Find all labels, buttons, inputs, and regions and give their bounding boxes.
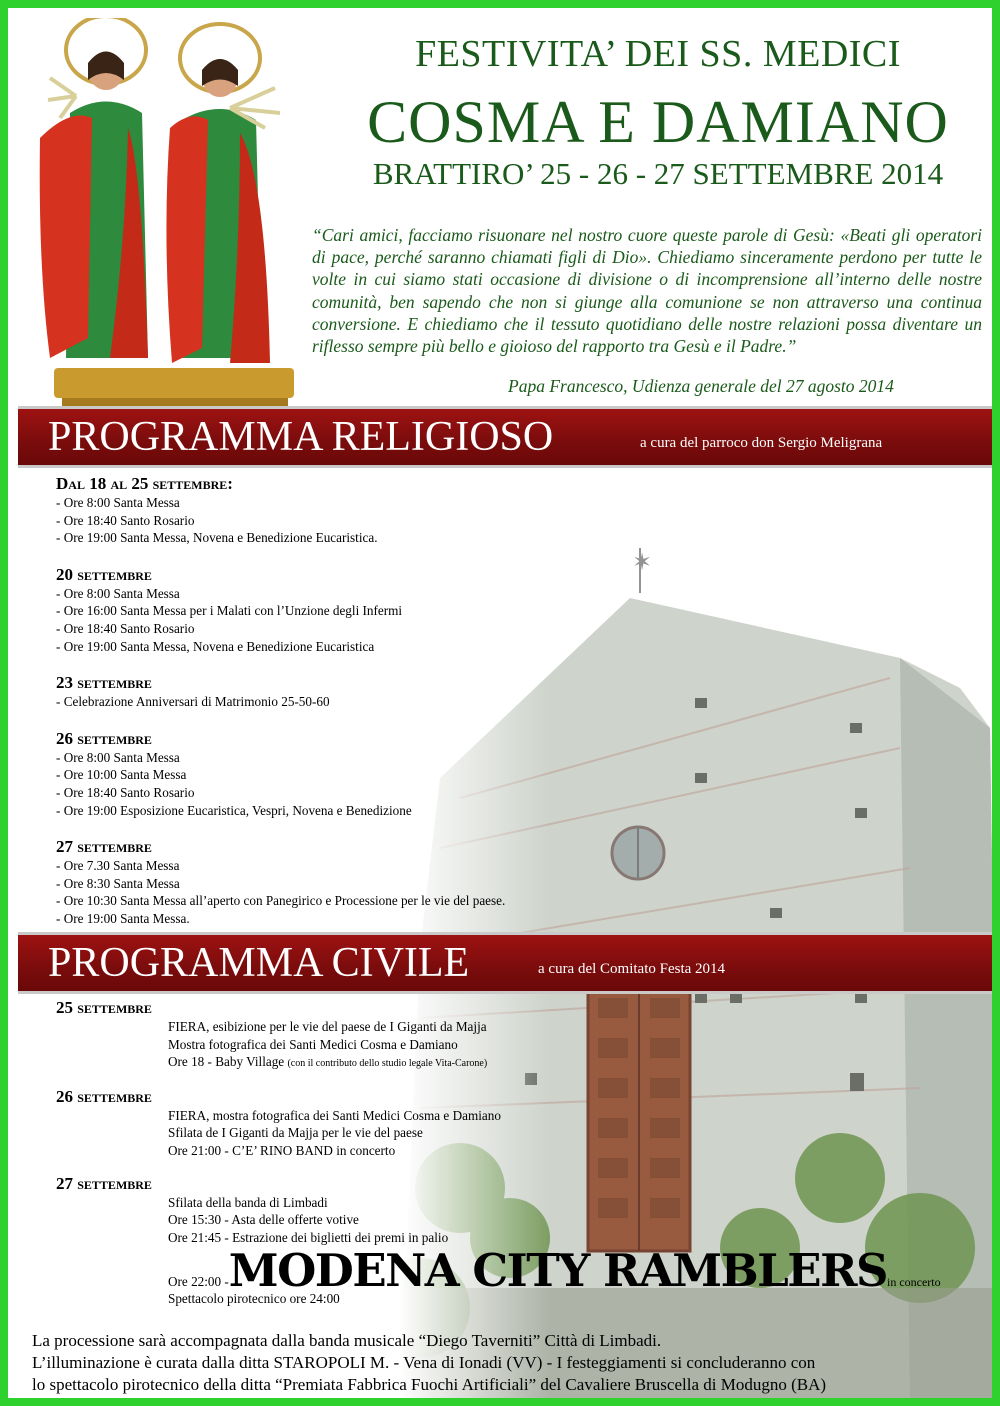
footer-line: lo spettacolo pirotecnico della ditta “Premiata Fabbrica Fuochi Artificiali” del Cavaliere Bruscella di Modugno (BA) (32, 1375, 827, 1394)
saints-statue-image (30, 18, 312, 410)
civil-schedule (56, 998, 996, 1260)
event-item: Sfilata de I Giganti da Majja per le vie del paese (168, 1125, 423, 1141)
footer-line: La processione sarà accompagnata dalla banda musicale “Diego Taverniti” Città di Limbadi. (32, 1331, 662, 1350)
schedule-item: - Celebrazione Anniversari di Matrimonio 25-50-60 (56, 694, 330, 710)
event-note: (con il contributo dello studio legale Vita-Carone) (287, 1058, 488, 1070)
schedule-section (56, 673, 656, 711)
pope-quote: “Cari amici, facciamo risuonare nel nostro cuore queste parole di Gesù: «Beati gli operatori di pace, perché saranno chiamati figli di Dio». Chiediamo sinceramente perdono per tutte le volte in cui siamo stati occasione di divisione o di incomprensione all’interno delle nostre comunità, ben sapendo che non si giunge alla comunione se non attraverso una continua conversione. E chiediamo che il tessuto quotidiano delle nostre relazioni possa diventare un riflesso sempre più bello e gioioso del rapporto tra Gesù e il Padre.” (312, 225, 982, 357)
schedule-item: - Ore 8:30 Santa Messa (56, 875, 180, 891)
religious-schedule (56, 474, 656, 946)
schedule-section (56, 1174, 996, 1247)
footer-notes (32, 1330, 998, 1396)
section-date: 23 settembre (56, 673, 152, 693)
schedule-section (56, 837, 656, 927)
schedule-item: - Ore 10:30 Santa Messa all’aperto con Panegirico e Processione per le vie del paese. (56, 893, 506, 909)
section-date: 25 settembre (56, 998, 152, 1017)
religious-program-banner (18, 406, 996, 468)
festival-dates: BRATTIRO’ 25 - 26 - 27 SETTEMBRE 2014 (372, 156, 944, 191)
schedule-item: - Ore 8:00 Santa Messa (56, 495, 180, 510)
event-item: Ore 15:30 - Asta delle offerte votive (168, 1212, 359, 1228)
fireworks-item: Spettacolo pirotecnico ore 24:00 (168, 1291, 340, 1306)
print-credit: grafica e stampa THOTH.it (458, 1400, 546, 1406)
schedule-section (56, 998, 996, 1073)
event-item: FIERA, esibizione per le vie del paese de I Giganti da Majja (168, 1019, 487, 1034)
event-item: Sfilata della banda di Limbadi (168, 1194, 328, 1210)
quote-author: Papa Francesco, Udienza generale del 27 agosto 2014 (508, 376, 894, 396)
concert-time: Ore 22:00 - (168, 1274, 229, 1289)
schedule-item: - Ore 10:00 Santa Messa (56, 767, 187, 783)
civil-program-title: PROGRAMMA CIVILE (48, 940, 470, 986)
schedule-item: - Ore 18:40 Santo Rosario (56, 512, 195, 528)
schedule-item: - Ore 19:00 Esposizione Eucaristica, Vespri, Novena e Benedizione (56, 802, 412, 818)
festival-title: FESTIVITA’ DEI SS. MEDICI (415, 33, 901, 75)
section-date: 26 settembre (56, 728, 152, 748)
section-date: 27 settembre (56, 837, 152, 857)
section-date: Dal 18 al 25 settembre: (56, 474, 233, 493)
section-date: 20 settembre (56, 564, 152, 584)
schedule-section (56, 474, 656, 547)
saints-name-title: COSMA E DAMIANO (367, 89, 949, 155)
event-item (56, 1053, 996, 1073)
schedule-item: - Ore 8:00 Santa Messa (56, 749, 180, 765)
event-item: FIERA, mostra fotografica dei Santi Medici Cosma e Damiano (168, 1107, 501, 1123)
event-item: Ore 21:00 - C’E’ RINO BAND in concerto (168, 1142, 396, 1158)
schedule-item: - Ore 8:00 Santa Messa (56, 585, 180, 601)
civil-program-subtitle: a cura del Comitato Festa 2014 (538, 961, 726, 977)
schedule-item: - Ore 19:00 Santa Messa, Novena e Benedizione Eucaristica. (56, 530, 378, 546)
religious-program-subtitle: a cura del parroco don Sergio Meligrana (640, 435, 883, 451)
section-date: 26 settembre (56, 1086, 152, 1106)
footer-line: L’illuminazione è curata dalla ditta STAROPOLI M. - Vena di Ionadi (VV) - I festeggiamenti si concluderanno con (32, 1353, 816, 1372)
schedule-item: - Ore 19:00 Santa Messa. (56, 910, 190, 926)
concert-band-name: MODENA CITY RAMBLERS (228, 1244, 887, 1297)
schedule-item: - Ore 18:40 Santo Rosario (56, 784, 195, 800)
event-text: Ore 18 - Baby Village (168, 1054, 285, 1070)
civil-program-banner (18, 932, 996, 994)
schedule-item: - Ore 16:00 Santa Messa per i Malati con l’Unzione degli Infermi (56, 603, 403, 619)
religious-program-title: PROGRAMMA RELIGIOSO (48, 414, 554, 460)
section-date: 27 settembre (56, 1173, 152, 1193)
schedule-item: - Ore 18:40 Santo Rosario (56, 620, 195, 636)
headline-concert (168, 1244, 941, 1297)
schedule-section (56, 729, 656, 819)
concert-suffix: in concerto (886, 1275, 941, 1289)
schedule-item: - Ore 7.30 Santa Messa (56, 858, 180, 874)
schedule-item: - Ore 19:00 Santa Messa, Novena e Benedizione Eucaristica (56, 638, 375, 654)
schedule-section (56, 565, 656, 655)
event-item: Mostra fotografica dei Santi Medici Cosma e Damiano (168, 1036, 458, 1052)
schedule-section (56, 1087, 996, 1160)
event-item: Ore 21:45 - Estrazione dei biglietti dei premi in palio (168, 1229, 449, 1245)
